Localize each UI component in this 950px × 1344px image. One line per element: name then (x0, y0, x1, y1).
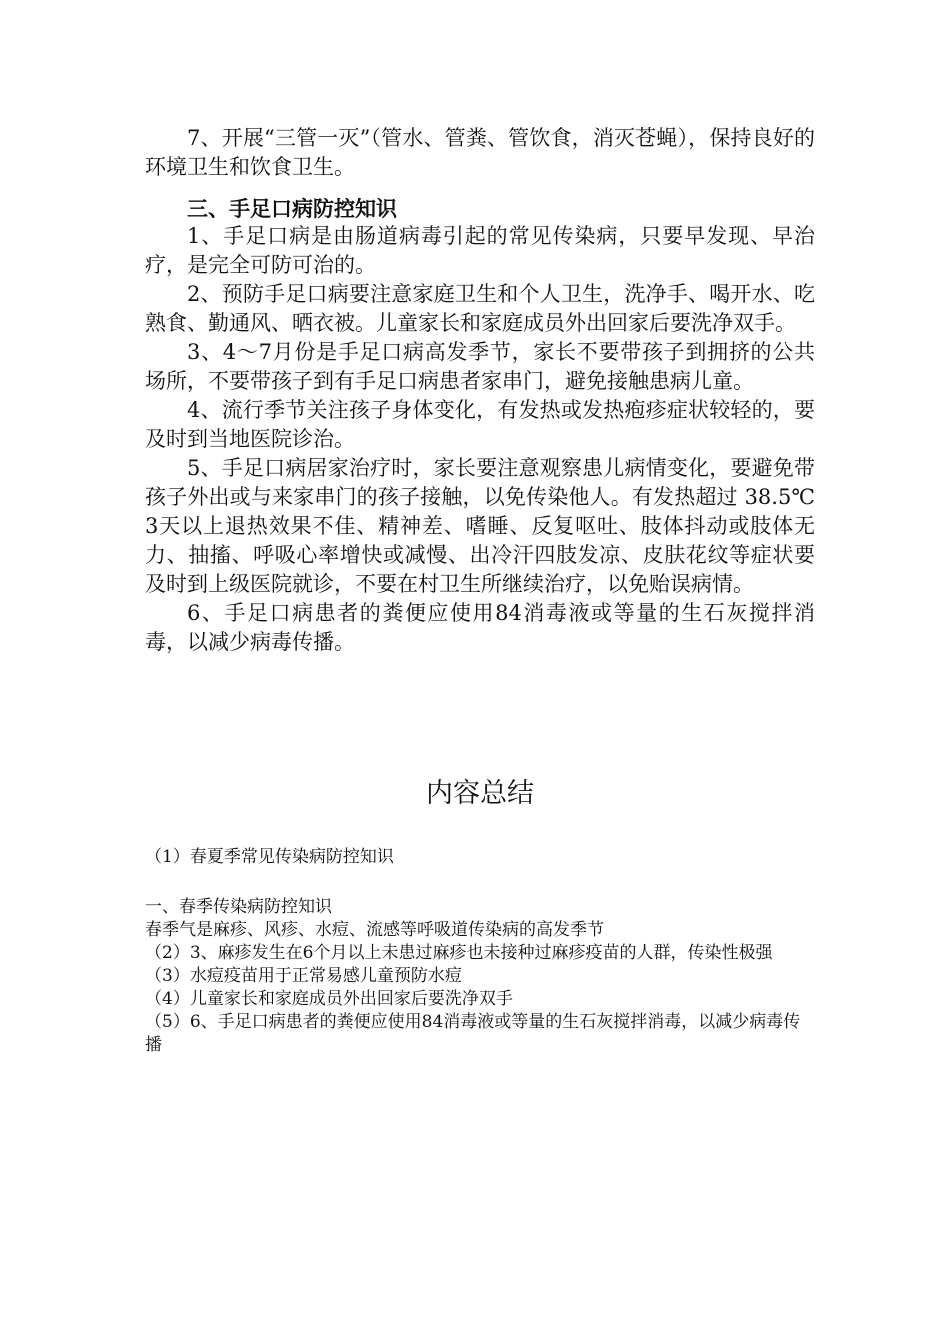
section-3-item-3: 3、4～7月份是手足口病高发季节，家长不要带孩子到拥挤的公共场所，不要带孩子到有手足口病患者家串门，避免接触患病儿童。 (145, 340, 815, 393)
section-3-item-5: 5、手足口病居家治疗时，家长要注意观察患儿病情变化，要避免带孩子外出或与来家串门的孩子接触，以免传染他人。有发热超过 38.5℃ 3天以上退热效果不佳、精神差、嗜睡、反复呕吐、肢体抖动或肢体无力、抽搐、呼吸心率增快或减慢、出冷汗四肢发凉、皮肤花纹等症状要及时到上级医院就诊，不要在村卫生所继续治疗，以免贻误病情。 (145, 456, 815, 596)
summary-line: （3）水痘疫苗用于正常易感儿童预防水痘 (145, 966, 462, 986)
section-3-item-6: 6、手足口病患者的粪便应使用84消毒液或等量的生石灰搅拌消毒，以减少病毒传播。 (145, 601, 815, 654)
summary-line: （5）6、手足口病患者的粪便应使用84消毒液或等量的生石灰搅拌消毒，以减少病毒传播 (145, 1012, 801, 1055)
summary-title: 内容总结 (426, 778, 534, 809)
summary-line: 一、春季传染病防控知识 (145, 897, 332, 917)
item-7-paragraph: 7、开展“三管一灭”（管水、管粪、管饮食，消灭苍蝇），保持良好的环境卫生和饮食卫生。 (145, 126, 815, 179)
summary-list (145, 896, 815, 1057)
section-3-item-2: 2、预防手足口病要注意家庭卫生和个人卫生，洗净手、喝开水、吃熟食、勤通风、晒衣被。儿童家长和家庭成员外出回家后要洗净双手。 (145, 282, 815, 335)
summary-line: （2）3、麻疹发生在6个月以上未患过麻疹也未接种过麻疹疫苗的人群，传染性极强 (145, 943, 773, 963)
section-3-item-1: 1、手足口病是由肠道病毒引起的常见传染病，只要早发现、早治疗，是完全可防可治的。 (145, 224, 815, 277)
summary-intro: （1）春夏季常见传染病防控知识 (145, 847, 394, 867)
section-3-body (145, 222, 815, 657)
section-3-item-4: 4、流行季节关注孩子身体变化，有发热或发热疱疹症状较轻的，要及时到当地医院诊治。 (145, 398, 815, 451)
summary-line: 春季气是麻疹、风疹、水痘、流感等呼吸道传染病的高发季节 (145, 920, 604, 940)
section-3-heading: 三、手足口病防控知识 (187, 196, 397, 221)
summary-line: （4）儿童家长和家庭成员外出回家后要洗净双手 (145, 989, 513, 1009)
